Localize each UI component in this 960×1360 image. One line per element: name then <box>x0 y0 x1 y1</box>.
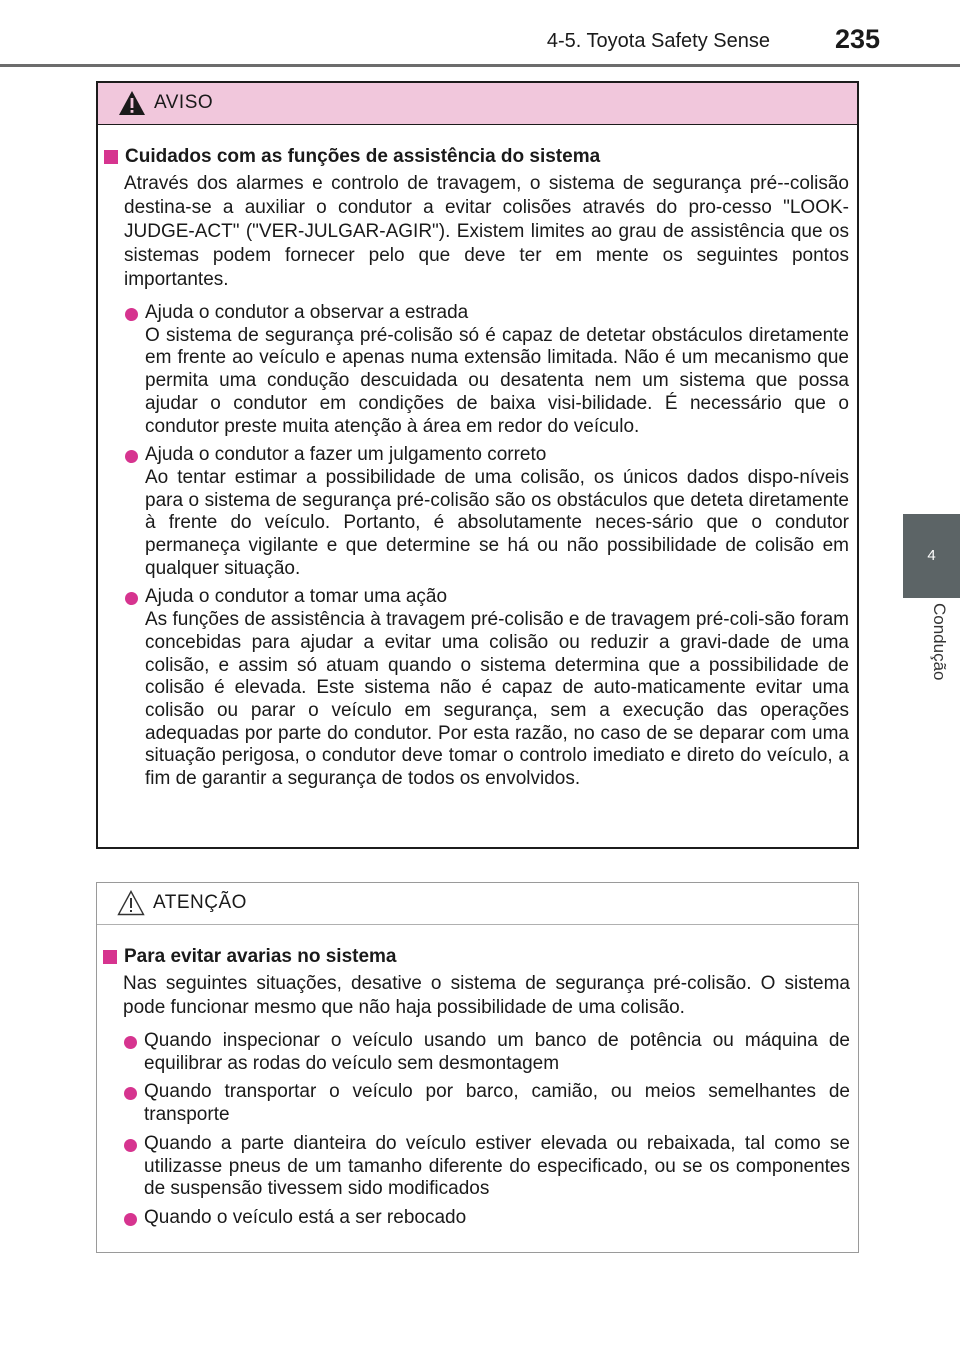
bullet-dot-icon <box>125 592 138 605</box>
item-title: Ajuda o condutor a tomar uma ação <box>145 586 448 608</box>
list-item <box>104 586 849 790</box>
bullet-list <box>103 1030 850 1230</box>
bullet-dot-icon <box>125 450 138 463</box>
caution-label: ATENÇÃO <box>153 892 247 913</box>
section-heading-text: Cuidados com as funções de assistência do sistema <box>125 146 601 167</box>
warning-body <box>98 125 857 791</box>
list-item <box>103 1081 850 1126</box>
page-number: 235 <box>834 24 880 54</box>
item-title: Ajuda o condutor a observar a estrada <box>145 302 469 323</box>
bullet-dot-icon <box>124 1213 137 1226</box>
caution-body <box>97 925 858 1230</box>
bullet-dot-icon <box>125 308 138 321</box>
item-body: Quando inspecionar o veículo usando um banco de potência ou máquina de equilibrar as rodas do veículo sem desmontagem <box>144 1030 850 1074</box>
intro-paragraph: Nas seguintes situações, desative o sistema de segurança pré-colisão. O sistema pode funcionar mesmo que não haja possibilidade de uma colisão. <box>123 973 850 1018</box>
bullet-dot-icon <box>124 1139 137 1152</box>
item-body: O sistema de segurança pré-colisão só é capaz de detetar obstáculos diretamente em frente ao veículo e apenas numa extensão limitada. Não é um mecanismo que permita uma condução descuidada ou desatenta nem um sistema que possa ajudar o condutor em condições de baixa visi-bilidade. É necessário que o condutor preste muita atenção à área em redor do veículo. <box>145 324 849 437</box>
bullet-dot-icon <box>124 1036 137 1049</box>
section-heading <box>104 145 849 169</box>
caution-icon <box>117 890 145 916</box>
item-title: Ajuda o condutor a fazer um julgamento correto <box>145 444 547 466</box>
square-bullet-icon <box>103 950 117 964</box>
intro-paragraph: Através dos alarmes e controlo de travagem, o sistema de segurança pré--colisão destina-se a auxiliar o condutor a evitar colisões através do pro-cesso "LOOK-JUDGE-ACT" ("VER-JULGAR-AGIR"). Existem limites ao grau de assistência que os sistemas podem fornecer pelo que deve ter em mente os seguintes pontos importantes. <box>124 173 849 290</box>
chapter-label: Condução <box>930 603 949 681</box>
list-item <box>104 444 849 580</box>
list-item <box>103 1133 850 1201</box>
warning-icon <box>118 90 146 116</box>
list-item <box>104 302 849 438</box>
caution-header <box>97 883 858 925</box>
square-bullet-icon <box>104 150 118 164</box>
section-heading-text: Para evitar avarias no sistema <box>124 946 397 967</box>
item-body: As funções de assistência à travagem pré-colisão e de travagem pré-coli-são foram concebidas para ajudar a evitar uma colisão ou reduzir a gravi-dade de uma colisão, e assim só atuam quando o sistema determina que a possibilidade de colisão é elevada. Este sistema não é capaz de auto-maticamente evitar uma colisão ou parar o veículo em segurança, sem a execução das operações adequadas por parte do condutor. Por esta razão, no caso de se deparar com uma situação perigosa, o condutor deve tomar o controlo imediato e direto do veículo, a fim de garantir a segurança de todos os envolvidos. <box>145 609 849 790</box>
caution-box <box>96 882 859 1253</box>
header-divider <box>0 64 960 67</box>
warning-box <box>96 81 859 849</box>
section-heading <box>103 945 850 969</box>
bullet-list <box>104 302 849 791</box>
warning-label: AVISO <box>154 92 214 113</box>
list-item <box>103 1207 850 1230</box>
warning-header <box>98 83 857 125</box>
bullet-dot-icon <box>124 1087 137 1100</box>
list-item <box>103 1030 850 1075</box>
item-body: Quando o veículo está a ser rebocado <box>144 1206 467 1228</box>
item-body: Quando a parte dianteira do veículo estiver elevada ou rebaixada, tal como se utilizasse pneus de um tamanho diferente do especificado, ou se os componentes de suspensão tivessem sido modificados <box>144 1132 850 1200</box>
chapter-number: 4 <box>927 547 936 564</box>
item-body: Ao tentar estimar a possibilidade de uma colisão, os únicos dados dispo-níveis para o sistema de segurança pré-colisão são os obstáculos que deteta diretamente à frente do veículo. Portanto, é absolutamente neces-sário que o condutor permaneça vigilante e que determine se há ou não possibilidade de colisão em qualquer situação. <box>145 466 849 579</box>
section-title: 4-5. Toyota Safety Sense <box>546 30 770 52</box>
item-body: Quando transportar o veículo por barco, camião, ou meios semelhantes de transporte <box>144 1081 850 1126</box>
chapter-tab <box>903 514 960 598</box>
